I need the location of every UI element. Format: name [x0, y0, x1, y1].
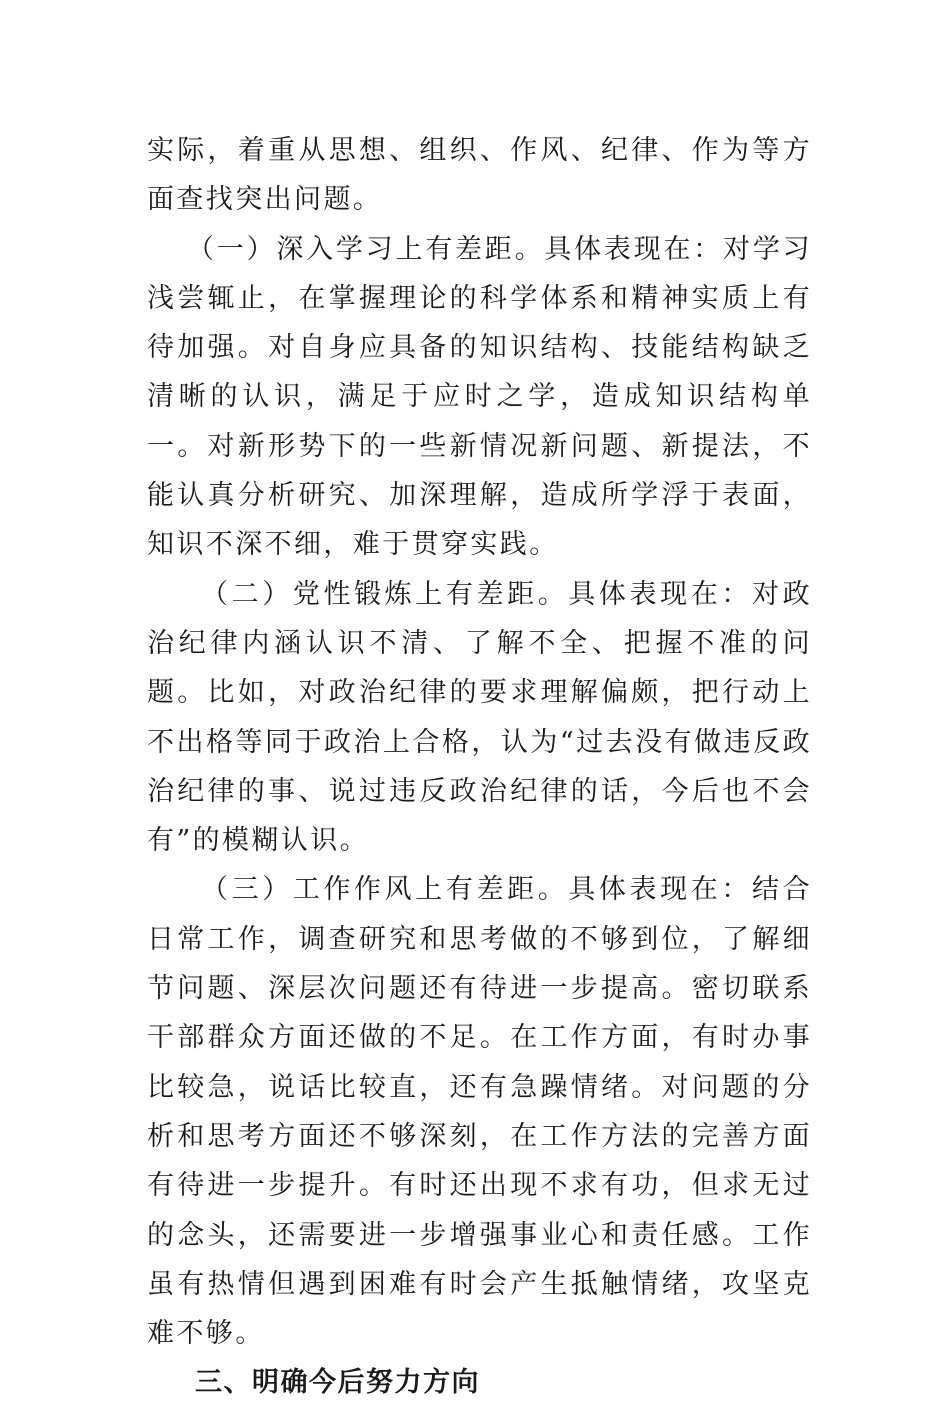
document-body: [147, 126, 812, 1408]
paragraph-work-style-gap: （三）工作作风上有差距。具体表现在：结合日常工作，调查研究和思考做的不够到位，了解细节问题、深层次问题还有待进一步提高。密切联系干部群众方面还做的不足。在工作方面，有时办事比较急，说话比较直，还有急躁情绪。对问题的分析和思考方面还不够深刻，在工作方法的完善方面有待进一步提升。有时还出现不求有功，但求无过的念头，还需要进一步增强事业心和责任感。工作虽有热情但遇到困难有时会产生抵触情绪，攻坚克难不够。: [147, 874, 812, 1350]
paragraph-study-gap: （一）深入学习上有差距。具体表现在：对学习浅尝辄止，在掌握理论的科学体系和精神实质上有待加强。对自身应具备的知识结构、技能结构缺乏清晰的认识，满足于应时之学，造成知识结构单一。对新形势下的一些新情况新问题、新提法，不能认真分析研究、加深理解，造成所学浮于表面，知识不深不细，难于贯穿实践。: [147, 233, 812, 561]
paragraph-party-spirit-gap: （二）党性锻炼上有差距。具体表现在：对政治纪律内涵认识不清、了解不全、把握不准的问题。比如，对政治纪律的要求理解偏颇，把行动上不出格等同于政治上合格，认为“过去没有做违反政治纪律的事、说过违反政治纪律的话，今后也不会有”的模糊认识。: [147, 578, 812, 857]
paragraph-continuation: 实际，着重从思想、组织、作风、纪律、作为等方面查找突出问题。: [147, 135, 812, 216]
section-heading: 三、明确今后努力方向: [195, 1367, 480, 1399]
